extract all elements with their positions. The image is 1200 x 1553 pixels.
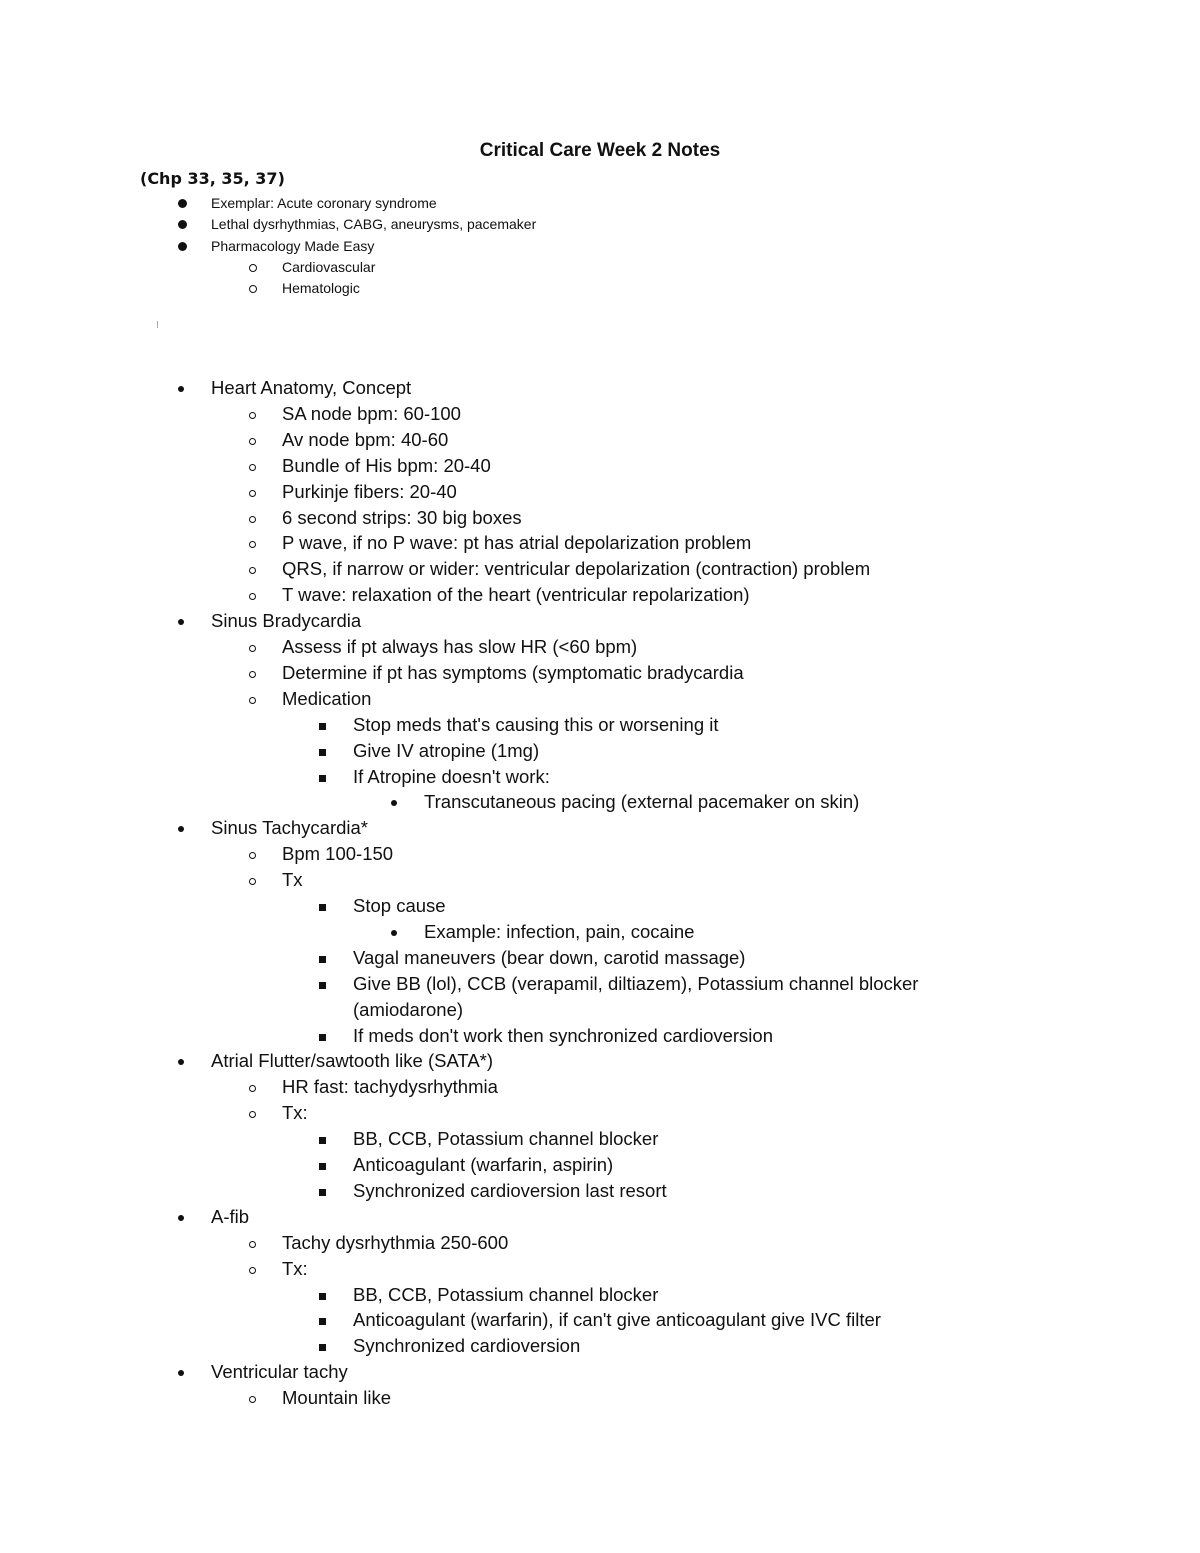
list-item: Give BB (lol), CCB (verapamil, diltiazem), Potassium channel blocker [353, 972, 919, 994]
square-bullet-icon [319, 749, 326, 756]
list-item: Stop cause [353, 895, 446, 916]
list-item: Transcutaneous pacing (external pacemaker on skin) [424, 791, 860, 813]
hollow-bullet-icon [249, 412, 256, 419]
hollow-bullet-icon [249, 593, 256, 600]
bullet-icon [178, 1215, 184, 1221]
list-item: Ventricular tachy [211, 1361, 348, 1383]
bullet-icon [178, 826, 184, 832]
hollow-bullet-icon [249, 697, 256, 704]
bullet-icon [178, 1370, 184, 1376]
hollow-bullet-icon [249, 1111, 256, 1118]
hollow-bullet-icon [249, 285, 257, 293]
hollow-bullet-icon [249, 1241, 256, 1248]
list-item: Av node bpm: 40-60 [282, 428, 449, 450]
square-bullet-icon [319, 775, 326, 782]
square-bullet-icon [319, 1318, 326, 1325]
hollow-bullet-icon [249, 1267, 256, 1274]
list-item: Synchronized cardioversion last resort [353, 1179, 667, 1201]
list-item: 6 second strips: 30 big boxes [282, 506, 522, 528]
hollow-bullet-icon [249, 516, 256, 523]
list-item: Exemplar: Acute coronary syndrome [211, 195, 437, 211]
list-item: Determine if pt has symptoms (symptomatic bradycardia [282, 661, 744, 683]
list-item: Tachy dysrhythmia 250-600 [282, 1231, 509, 1253]
hollow-bullet-icon [249, 490, 256, 497]
square-bullet-icon [319, 982, 326, 989]
list-item: Mountain like [282, 1387, 392, 1409]
hollow-bullet-icon [249, 264, 257, 272]
list-item: Cardiovascular [282, 258, 376, 275]
bullet-icon [178, 386, 184, 392]
square-bullet-icon [319, 1137, 326, 1144]
square-bullet-icon [319, 1163, 326, 1170]
hollow-bullet-icon [249, 1396, 256, 1403]
square-bullet-icon [319, 1034, 326, 1041]
list-item: (amiodarone) [353, 998, 464, 1020]
list-item: Sinus Tachycardia* [211, 817, 368, 839]
list-item: P wave, if no P wave: pt has atrial depolarization problem [282, 532, 752, 554]
list-item: Anticoagulant (warfarin, aspirin) [353, 1154, 614, 1175]
chapter-subtitle: (Chp 33, 35, 37) [140, 169, 285, 188]
list-item: If meds don't work then synchronized cardioversion [353, 1024, 773, 1046]
list-item: A-fib [211, 1205, 250, 1227]
list-item: QRS, if narrow or wider: ventricular depolarization (contraction) problem [282, 558, 871, 580]
list-item: Pharmacology Made Easy [211, 237, 375, 254]
list-item: If Atropine doesn't work: [353, 765, 550, 787]
bullet-icon [178, 199, 187, 208]
list-item: SA node bpm: 60-100 [282, 402, 461, 424]
square-bullet-icon [319, 723, 326, 730]
stray-mark [157, 321, 158, 328]
hollow-bullet-icon [249, 671, 256, 678]
list-item: Tx: [282, 1257, 308, 1279]
list-item: Bpm 100-150 [282, 843, 394, 865]
list-item: Synchronized cardioversion [353, 1335, 581, 1357]
list-item: Stop meds that's causing this or worsening it [353, 713, 719, 735]
hollow-bullet-icon [249, 878, 256, 885]
hollow-bullet-icon [249, 645, 256, 652]
page-title: Critical Care Week 2 Notes [479, 140, 721, 161]
hollow-bullet-icon [249, 464, 256, 471]
bullet-icon [178, 220, 187, 229]
bullet-icon [391, 800, 397, 806]
list-item: HR fast: tachydysrhythmia [282, 1076, 498, 1098]
square-bullet-icon [319, 904, 326, 911]
list-item: Tx: [282, 1102, 308, 1124]
hollow-bullet-icon [249, 567, 256, 574]
bullet-icon [178, 1059, 184, 1065]
list-item: Atrial Flutter/sawtooth like (SATA*) [211, 1050, 494, 1072]
square-bullet-icon [319, 1344, 326, 1351]
list-item: Medication [282, 687, 372, 709]
hollow-bullet-icon [249, 438, 256, 445]
list-item: Lethal dysrhythmias, CABG, aneurysms, pacemaker [211, 216, 537, 233]
list-item: Anticoagulant (warfarin), if can't give anticoagulant give IVC filter [353, 1309, 881, 1331]
list-item: BB, CCB, Potassium channel blocker [353, 1128, 659, 1150]
list-item: T wave: relaxation of the heart (ventricular repolarization) [282, 584, 750, 606]
bullet-icon [178, 242, 187, 251]
list-item: Heart Anatomy, Concept [211, 377, 412, 398]
list-item: Sinus Bradycardia [211, 610, 362, 632]
list-item: Example: infection, pain, cocaine [424, 920, 695, 942]
bullet-icon [391, 930, 397, 936]
list-item: Hematologic [282, 280, 360, 297]
list-item: BB, CCB, Potassium channel blocker [353, 1283, 659, 1305]
list-item: Tx [282, 869, 303, 891]
hollow-bullet-icon [249, 852, 256, 859]
hollow-bullet-icon [249, 541, 256, 548]
list-item: Bundle of His bpm: 20-40 [282, 454, 491, 476]
list-item: Purkinje fibers: 20-40 [282, 480, 457, 502]
square-bullet-icon [319, 956, 326, 963]
bullet-icon [178, 619, 184, 625]
list-item: Vagal maneuvers (bear down, carotid massage) [353, 946, 746, 968]
square-bullet-icon [319, 1189, 326, 1196]
hollow-bullet-icon [249, 1085, 256, 1092]
list-item: Assess if pt always has slow HR (<60 bpm) [282, 636, 638, 657]
list-item: Give IV atropine (1mg) [353, 739, 540, 761]
square-bullet-icon [319, 1293, 326, 1300]
